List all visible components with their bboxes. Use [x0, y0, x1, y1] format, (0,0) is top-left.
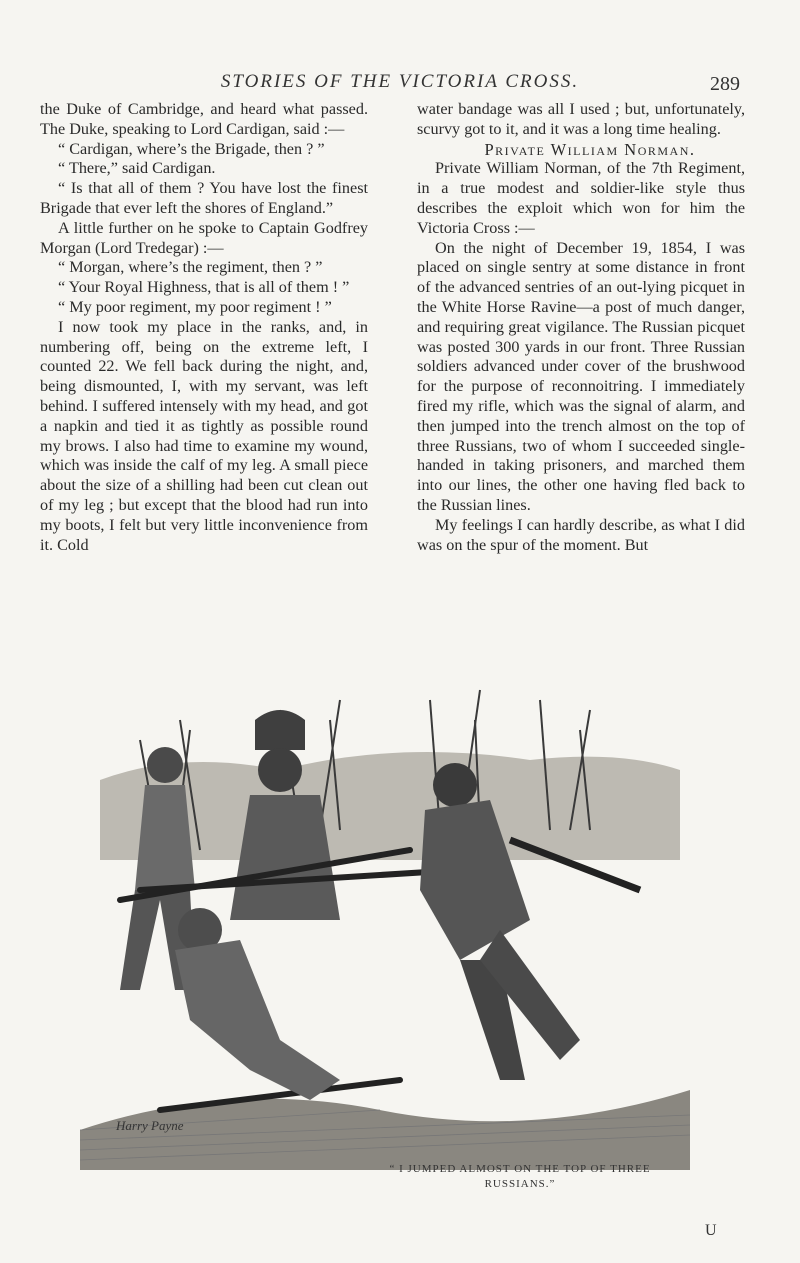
paragraph: I now took my place in the ranks, and, in numbering off, being on the extreme left, I counted 22. We fell back during the night, and, being dismounted, I, with my servant, was left behind. I suffered intensely with my head, and got a napkin and tied it as tightly as possible round my brows. I also had time to examine my wound, which was inside the calf of my leg. A small piece about the size of a shilling had been cut clean out of my leg ; but except that the blood had run into my boots, I felt but very little inconvenience from it. Cold — [40, 317, 368, 554]
section-heading: Private William Norman. — [484, 139, 696, 159]
running-head: STORIES OF THE VICTORIA CROSS. — [220, 71, 580, 92]
battle-illustration — [80, 660, 690, 1170]
paragraph: Private William Norman, of the 7th Regiment, in a true modest and soldier-like style thus describes the exploit which won for him the Victoria Cross :— — [417, 159, 745, 237]
paragraph: “ There,” said Cardigan. — [58, 159, 216, 178]
paragraph: “ Is that all of them ? You have lost the finest Brigade that ever left the shores of England.” — [40, 179, 368, 217]
fallen-soldier — [175, 908, 340, 1100]
artist-signature: Harry Payne — [116, 1118, 184, 1133]
paragraph: “ Morgan, where’s the regiment, then ? ” — [58, 258, 323, 277]
page-number: 289 — [710, 73, 740, 95]
paragraph: On the night of December 19, 1854, I was placed on single sentry at some distance in front of the advanced sentries of an out-lying picquet in the White Horse Ravine—a post of much danger, and requiring great vigilance. The Russian picquet was posted 300 yards in our front. Three Russian soldiers advanced under cover of the brushwood for the purpose of reconnoitring. I immediately fired my rifle, which was the signal of alarm, and then jumped into the trench almost on the top of three Russians, two of whom I succeeded single-handed in taking prisoners, and marched them into our lines, the other one having fled back to the Russian lines. — [417, 238, 745, 514]
paragraph: “ Cardigan, where’s the Brigade, then ? ” — [58, 139, 325, 158]
paragraph: My feelings I can hardly describe, as what I did was on the spur of the moment. But — [417, 515, 745, 554]
printer-signature-mark: U — [705, 1222, 717, 1239]
paragraph: “ Your Royal Highness, that is all of them ! ” — [58, 278, 350, 297]
paragraph: water bandage was all I used ; but, unfortunately, scurvy got to it, and it was a long time healing. — [417, 100, 745, 138]
paragraph: A little further on he spoke to Captain Godfrey Morgan (Lord Tredegar) :— — [40, 218, 368, 257]
paragraph: the Duke of Cambridge, and heard what passed. The Duke, speaking to Lord Cardigan, said :— — [40, 100, 368, 138]
illustration-caption: “ I JUMPED ALMOST ON THE TOP OF THREE RUSSIANS.” — [389, 1163, 651, 1190]
left-column — [40, 100, 368, 555]
right-column — [417, 100, 745, 555]
paragraph: “ My poor regiment, my poor regiment ! ” — [58, 297, 332, 316]
